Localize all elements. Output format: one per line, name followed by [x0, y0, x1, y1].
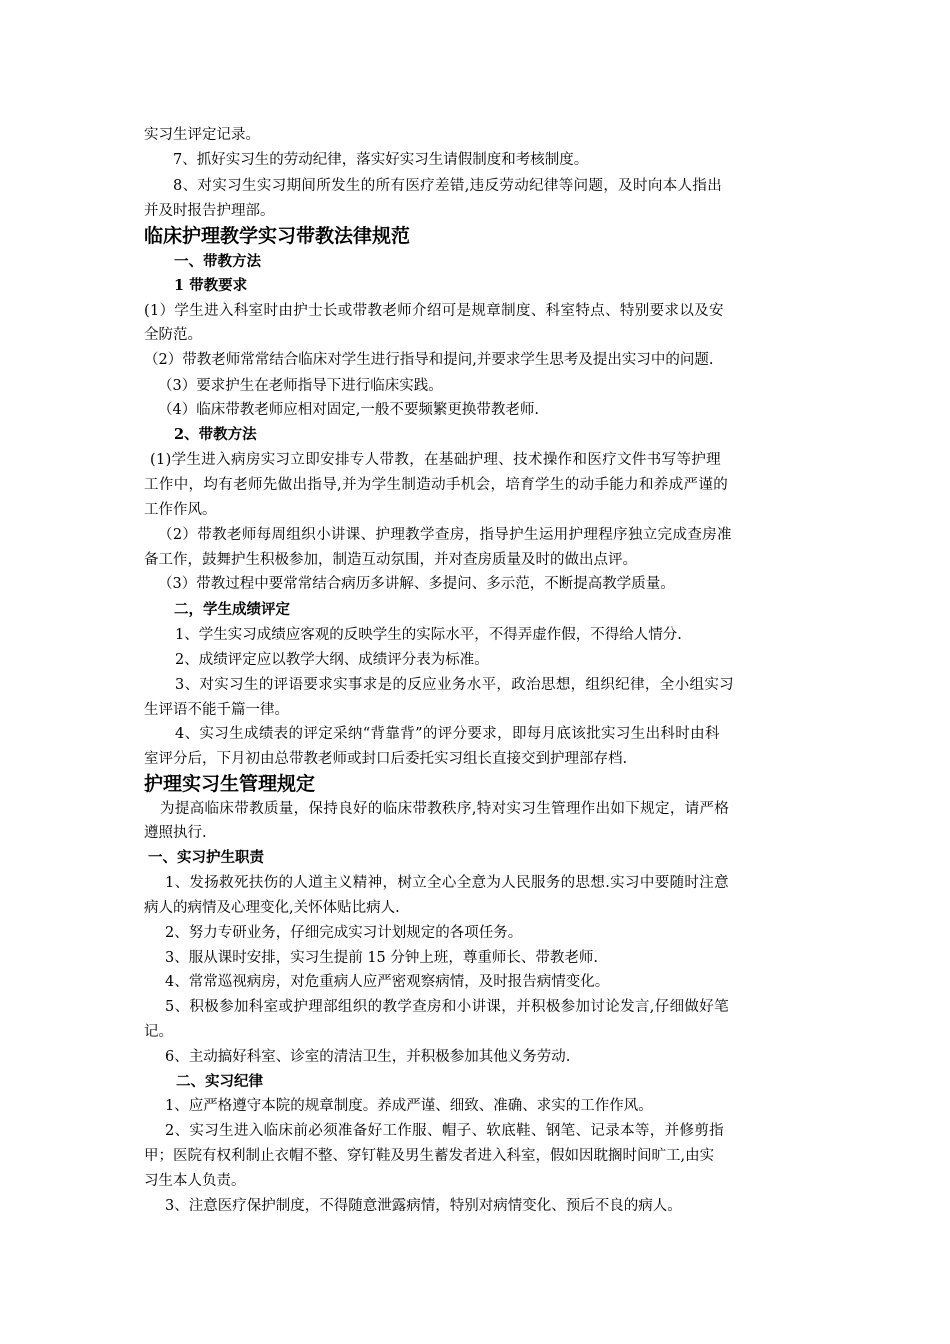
text-line: 为提高临床带教质量，保持良好的临床带教秩序,特对实习生管理作出如下规定，请严格	[160, 801, 730, 817]
text-line: 2、实习生进入临床前必须准备好工作服、帽子、软底鞋、钢笔、记录本等，并修剪指	[165, 1123, 725, 1139]
text-line: （3）带教过程中要常常结合病历多讲解、多提问、多示范，不断提高教学质量。	[158, 576, 675, 592]
text-line: （4）临床带教老师应相对固定,一般不要频繁更换带教老师.	[158, 402, 539, 418]
text-line: 4、常常巡视病房，对危重病人应严密观察病情，及时报告病情变化。	[165, 974, 610, 990]
subheading: 2、带教方法	[174, 426, 257, 443]
subheading: 一、带教方法	[174, 253, 261, 270]
text-line: 甲；医院有权利制止衣帽不整、穿钉鞋及男生蓄发者进入科室，假如因耽搁时间旷工,由实	[144, 1148, 715, 1164]
text-line: 记。	[144, 1024, 173, 1040]
text-line: 工作中，均有老师先做出指导,并为学生制造动手机会，培育学生的动手能力和养成严谨的	[144, 477, 729, 493]
text-line: 1、发扬救死扶伤的人道主义精神，树立全心全意为人民服务的思想.实习中要随时注意	[165, 875, 729, 891]
subheading: 一、实习护生职责	[148, 849, 264, 866]
text-line: 4、实习生成绩表的评定采纳“背靠背”的评分要求，即每月底该批实习生出科时由科	[175, 726, 720, 742]
subheading: 二、实习纪律	[176, 1073, 263, 1090]
text-line: 生评语不能千篇一律。	[144, 702, 289, 718]
text-line: 6、主动搞好科室、诊室的清洁卫生，并积极参加其他义务劳动.	[165, 1049, 571, 1065]
subheading: 1 带教要求	[174, 277, 248, 294]
text-line: 3、服从课时安排，实习生提前 15 分钟上班，尊重师长、带教老师.	[165, 950, 599, 966]
section-heading: 护理实习生管理规定	[144, 773, 316, 795]
text-line: (1)学生进入病房实习立即安排专人带教，在基础护理、技术操作和医疗文件书写等护理	[150, 452, 722, 468]
text-line: 3、对实习生的评语要求实事求是的反应业务水平，政治思想，组织纪律，全小组实习	[175, 677, 735, 693]
text-line: 5、积极参加科室或护理部组织的教学查房和小讲课，并积极参加讨论发言,仔细做好笔	[165, 999, 729, 1015]
text-line: 7、抓好实习生的劳动纪律，落实好实习生请假制度和考核制度。	[173, 152, 589, 168]
text-line: 病人的病情及心理变化,关怀体贴比病人.	[144, 900, 400, 916]
text-line: 习生本人负责。	[144, 1173, 246, 1189]
text-line: 2、成绩评定应以教学大纲、成绩评分表为标准。	[175, 652, 489, 668]
text-line: 1、应严格遵守本院的规章制度。养成严谨、细致、准确、求实的工作作风。	[165, 1098, 653, 1114]
text-line: 全防范。	[144, 327, 202, 343]
text-line: （2）带教老师每周组织小讲课、护理教学查房，指导护生运用护理程序独立完成查房准	[158, 527, 732, 543]
text-line: 备工作，鼓舞护生积极参加，制造互动氛围，并对查房质量及时的做出点评。	[144, 552, 637, 568]
text-line: （2）带教老师常常结合临床对学生进行指导和提问,并要求学生思考及提出实习中的问题.	[144, 352, 714, 368]
text-line: 8、对实习生实习期间所发生的所有医疗差错,违反劳动纪律等问题，及时向本人指出	[173, 178, 723, 194]
section-heading: 临床护理教学实习带教法律规范	[144, 225, 411, 247]
text-line: 3、注意医疗保护制度，不得随意泄露病情，特别对病情变化、预后不良的病人。	[165, 1198, 682, 1214]
text-line: 工作作风。	[144, 502, 217, 518]
text-line: 实习生评定记录。	[144, 127, 260, 143]
text-line: 遵照执行.	[144, 825, 207, 841]
text-line: 室评分后，下月初由总带教老师或封口后委托实习组长直接交到护理部存档.	[144, 751, 628, 767]
text-line: 1、学生实习成绩应客观的反映学生的实际水平，不得弄虚作假，不得给人情分.	[175, 627, 682, 643]
text-line: 并及时报告护理部。	[144, 203, 275, 219]
text-line: （3）要求护生在老师指导下进行临床实践。	[158, 378, 443, 394]
subheading: 二，学生成绩评定	[174, 601, 290, 618]
text-line: (1）学生进入科室时由护士长或带教老师介绍可是规章制度、科室特点、特别要求以及安	[144, 303, 724, 319]
text-line: 2、努力专研业务，仔细完成实习计划规定的各项任务。	[165, 925, 523, 941]
